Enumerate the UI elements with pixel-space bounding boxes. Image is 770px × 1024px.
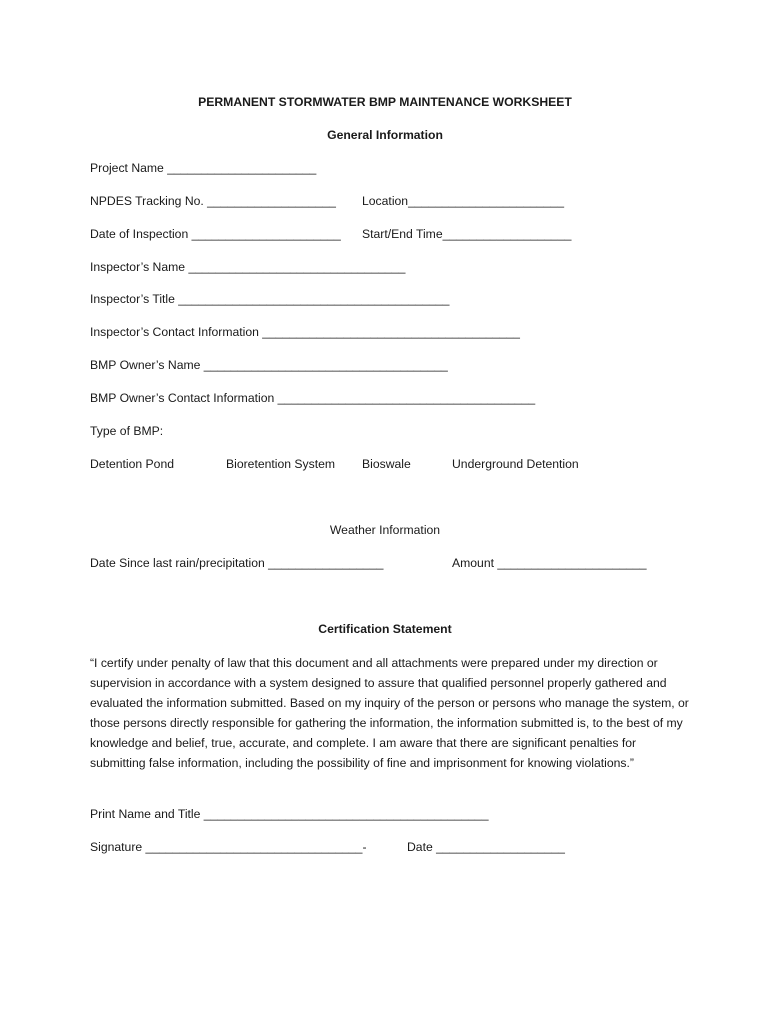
bmp-type-option: Detention Pond bbox=[90, 457, 175, 471]
general-information-heading: General Information bbox=[327, 128, 443, 142]
type-of-bmp-label: Type of BMP: bbox=[90, 424, 164, 438]
project-name-field: Project Name ______________________ bbox=[90, 161, 317, 175]
certification-heading: Certification Statement bbox=[318, 622, 452, 636]
document-title: PERMANENT STORMWATER BMP MAINTENANCE WORKSHEET bbox=[198, 95, 572, 109]
date-of-inspection-field: Date of Inspection ______________________ bbox=[90, 227, 341, 241]
bmp-type-option: Bioretention System bbox=[226, 457, 336, 471]
weather-information-heading: Weather Information bbox=[329, 523, 441, 537]
npdes-tracking-field: NPDES Tracking No. ___________________ bbox=[90, 194, 336, 208]
bmp-owner-name-field: BMP Owner’s Name ____________________________________ bbox=[90, 358, 448, 372]
print-name-title-field: Print Name and Title __________________________________________ bbox=[90, 807, 489, 821]
bmp-type-option: Bioswale bbox=[362, 457, 411, 471]
bmp-owner-contact-field: BMP Owner’s Contact Information ______________________________________ bbox=[90, 391, 536, 405]
date-since-rain-field: Date Since last rain/precipitation _________________ bbox=[90, 556, 384, 570]
signature-field: Signature ________________________________- bbox=[90, 840, 367, 854]
signature-date-field: Date ___________________ bbox=[407, 840, 565, 854]
certification-paragraph: “I certify under penalty of law that this document and all attachments were prepared under my direction or supervision in accordance with a system designed to assure that qualified personnel properly gathered and evaluated the information submitted. Based on my inquiry of the person or persons who manage the system, or those persons directly responsible for gathering the information, the information submitted is, to the best of my knowledge and belief, true, accurate, and complete. I am aware that there are significant penalties for submitting false information, including the possibility of fine and imprisonment for knowing violations.” bbox=[90, 656, 689, 770]
start-end-time-field: Start/End Time___________________ bbox=[362, 227, 572, 241]
bmp-type-option: Underground Detention bbox=[452, 457, 579, 471]
rain-amount-field: Amount ______________________ bbox=[452, 556, 647, 570]
inspector-title-field: Inspector’s Title ________________________________________ bbox=[90, 292, 450, 306]
inspector-contact-field: Inspector’s Contact Information ______________________________________ bbox=[90, 325, 520, 339]
inspector-name-field: Inspector’s Name ________________________________ bbox=[90, 260, 406, 274]
location-field: Location_______________________ bbox=[362, 194, 564, 208]
